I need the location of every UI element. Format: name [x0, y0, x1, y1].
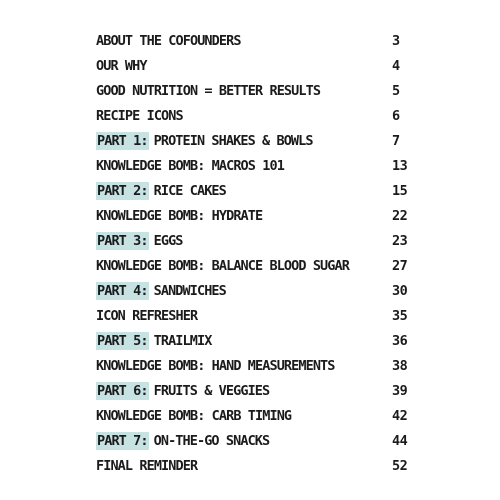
toc-entry: [96, 403, 412, 428]
toc-page-number: 5: [392, 82, 400, 99]
toc-page-number: 6: [392, 107, 400, 124]
part-label-highlight: PART 3:: [97, 232, 148, 249]
toc-page-number: 27: [392, 257, 408, 274]
toc-page-number: 52: [392, 457, 408, 474]
toc-entry-title-text: RICE CAKES: [153, 182, 226, 199]
toc-entry: [96, 253, 412, 278]
toc-entry-part: [96, 178, 412, 203]
toc-entry-title-text: KNOWLEDGE BOMB: CARB TIMING: [96, 407, 292, 424]
toc-entry-title-text: ABOUT THE COFOUNDERS: [96, 32, 241, 49]
toc-page-number: 3: [392, 32, 400, 49]
toc-page-number: 30: [392, 282, 408, 299]
toc-entry: [96, 303, 412, 328]
toc-entry: [96, 53, 412, 78]
toc-entry-title: [96, 458, 197, 474]
toc-entry: [96, 453, 412, 478]
toc-entry-title-text: KNOWLEDGE BOMB: BALANCE BLOOD SUGAR: [96, 257, 349, 274]
toc-entry-title-text: EGGS: [153, 232, 183, 249]
toc-entry: [96, 203, 412, 228]
toc-page-number: 4: [392, 57, 400, 74]
toc-entry-title-text: ON-THE-GO SNACKS: [153, 432, 270, 449]
toc-entry: [96, 103, 412, 128]
part-label-highlight: PART 5:: [97, 332, 148, 349]
toc-page-number: 35: [392, 307, 408, 324]
part-label-highlight: PART 2:: [97, 182, 148, 199]
toc-entry-title-text: KNOWLEDGE BOMB: MACROS 101: [96, 157, 284, 174]
part-label-highlight: PART 6:: [97, 382, 148, 399]
toc-entry: [96, 353, 412, 378]
toc-entry-title-text: PROTEIN SHAKES & BOWLS: [153, 132, 313, 149]
toc-page-number: 7: [392, 132, 400, 149]
toc-page-number: 22: [392, 207, 408, 224]
toc-entry-title: [96, 158, 284, 174]
part-label-highlight: PART 7:: [97, 432, 148, 449]
part-label-highlight: PART 4:: [97, 282, 148, 299]
toc-entry-part: [96, 128, 412, 153]
toc-entry-title-text: FRUITS & VEGGIES: [153, 382, 270, 399]
toc-entry-title: [96, 208, 262, 224]
toc-page-number: 44: [392, 432, 408, 449]
toc-entry-title-text: RECIPE ICONS: [96, 107, 183, 124]
toc-entry-title-text: SANDWICHES: [153, 282, 226, 299]
toc-entry-part: [96, 378, 412, 403]
toc-entry-title: [96, 258, 349, 274]
toc-entry-title-text: TRAILMIX: [153, 332, 212, 349]
toc-entry-title-text: ICON REFRESHER: [96, 307, 198, 324]
toc-entry-title: [96, 382, 269, 400]
toc-entry-part: [96, 328, 412, 353]
toc-entry-title: [96, 58, 147, 74]
table-of-contents: [96, 28, 412, 478]
toc-entry-title-text: FINAL REMINDER: [96, 457, 198, 474]
part-label-highlight: PART 1:: [97, 132, 148, 149]
toc-page-number: 13: [392, 157, 408, 174]
toc-entry: [96, 153, 412, 178]
toc-entry-title: [96, 358, 335, 374]
toc-page-number: 23: [392, 232, 408, 249]
toc-page-number: 38: [392, 357, 408, 374]
toc-page-number: 15: [392, 182, 408, 199]
toc-entry: [96, 28, 412, 53]
toc-entry: [96, 78, 412, 103]
toc-page-number: 42: [392, 407, 408, 424]
toc-entry-title: [96, 308, 197, 324]
toc-entry-title-text: KNOWLEDGE BOMB: HAND MEASUREMENTS: [96, 357, 335, 374]
toc-entry-title: [96, 332, 211, 350]
toc-entry-title: [96, 408, 291, 424]
toc-entry-part: [96, 228, 412, 253]
toc-entry-title: [96, 33, 241, 49]
toc-entry-title: [96, 108, 183, 124]
toc-entry-title: [96, 182, 226, 200]
toc-entry-title-text: OUR WHY: [96, 57, 147, 74]
toc-entry-title: [96, 232, 183, 250]
toc-entry-title: [96, 132, 313, 150]
toc-entry-title: [96, 83, 320, 99]
toc-entry-part: [96, 278, 412, 303]
toc-page-number: 36: [392, 332, 408, 349]
toc-entry-part: [96, 428, 412, 453]
toc-entry-title-text: KNOWLEDGE BOMB: HYDRATE: [96, 207, 263, 224]
toc-entry-title: [96, 282, 226, 300]
toc-page-number: 39: [392, 382, 408, 399]
toc-entry-title: [96, 432, 269, 450]
toc-entry-title-text: GOOD NUTRITION = BETTER RESULTS: [96, 82, 321, 99]
